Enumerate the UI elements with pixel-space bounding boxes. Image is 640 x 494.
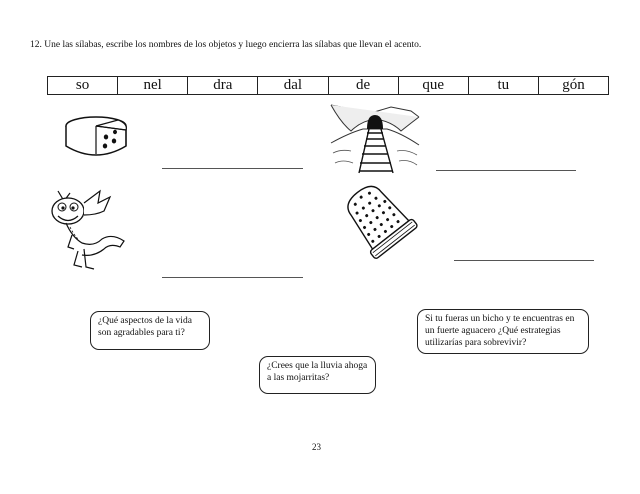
syllable-cell[interactable]: nel (117, 77, 187, 94)
question-bubble-bug: Si tu fueras un bicho y te encuentras en un fuerte aguacero ¿Qué estrategias utilizarías para sobrevivir? (417, 309, 589, 354)
question-bubble-life: ¿Qué aspectos de la vida son agradables para ti? (90, 311, 210, 350)
thimble-icon (338, 179, 420, 261)
cheese-icon (60, 112, 135, 162)
answer-line-thimble[interactable] (454, 260, 594, 261)
syllable-cell[interactable]: gón (538, 77, 608, 94)
syllable-table (47, 76, 609, 95)
answer-line-cheese[interactable] (162, 168, 303, 169)
page-number: 23 (312, 442, 321, 452)
syllable-cell[interactable]: de (328, 77, 398, 94)
answer-line-tunnel[interactable] (436, 170, 576, 171)
syllable-cell[interactable]: que (398, 77, 468, 94)
syllable-cell[interactable]: so (75, 77, 90, 93)
syllable-cell[interactable]: dra (187, 77, 257, 94)
answer-line-dragon[interactable] (162, 277, 303, 278)
tunnel-icon (331, 103, 419, 173)
question-bubble-rain: ¿Crees que la lluvia ahoga a las mojarritas? (259, 356, 376, 394)
exercise-instruction: 12. Une las sílabas, escribe los nombres de los objetos y luego encierra las sílabas que llevan el acento. (30, 40, 422, 50)
syllable-cell[interactable]: dal (257, 77, 327, 94)
dragon-icon (48, 185, 133, 273)
syllable-cell[interactable]: tu (468, 77, 538, 94)
